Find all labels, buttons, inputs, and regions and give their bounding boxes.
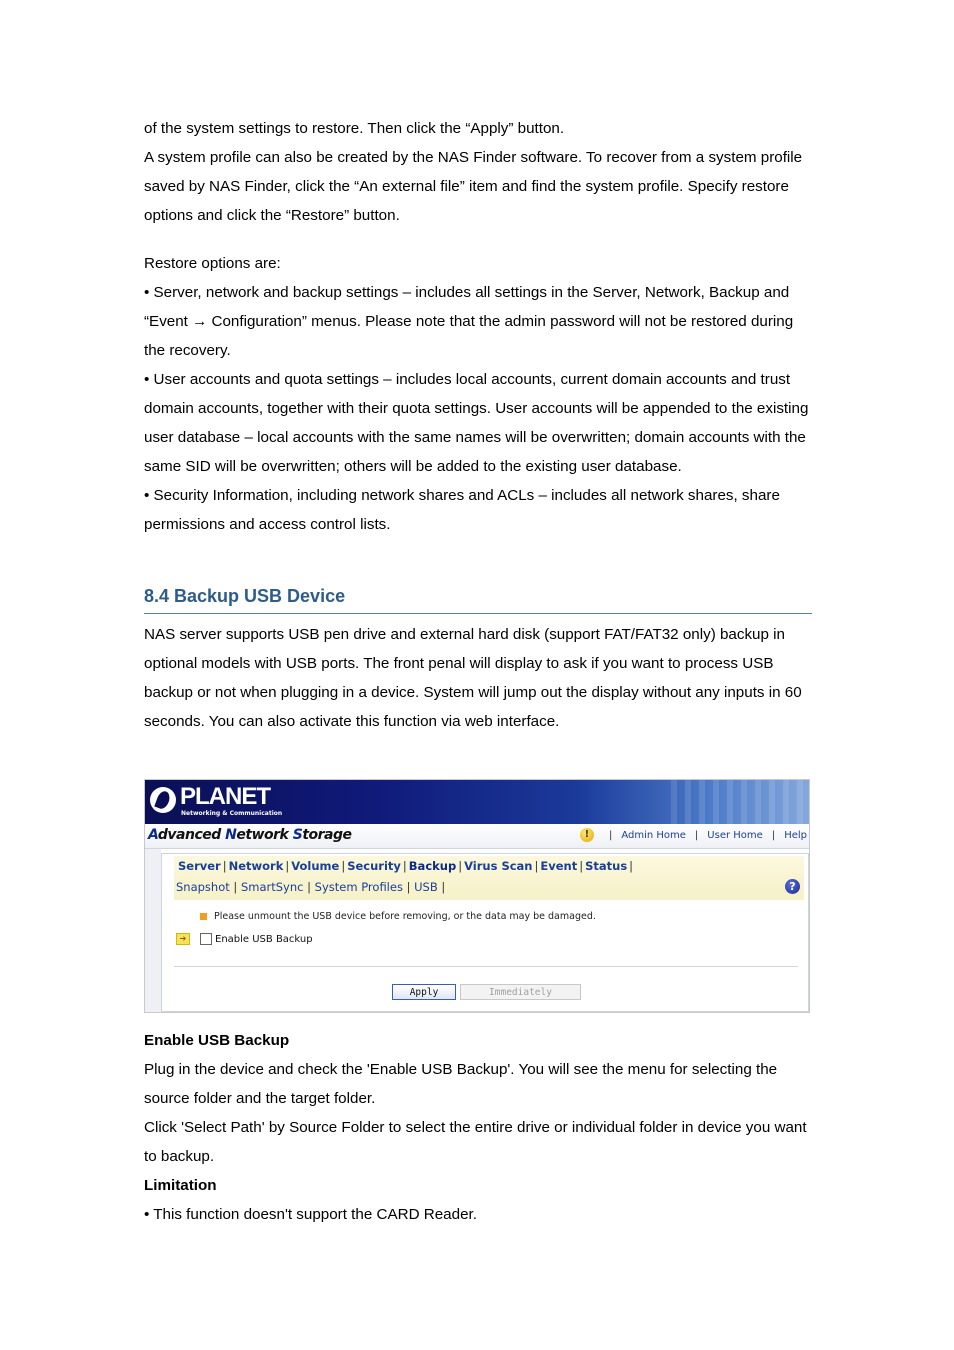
nav-security[interactable]: Security: [347, 859, 401, 873]
planet-banner: [145, 780, 810, 824]
product-brand: Advanced Network Storage: [148, 827, 352, 843]
help-link[interactable]: Help: [784, 829, 807, 841]
enable-usb-backup-checkbox[interactable]: [200, 933, 212, 945]
unmount-notice: Please unmount the USB device before removing, or the data may be damaged.: [200, 911, 596, 922]
nav-volume[interactable]: Volume: [291, 859, 340, 873]
immediately-button[interactable]: Immediately: [460, 984, 581, 1000]
restore-heading: Restore options are:: [144, 255, 281, 272]
intro-paragraph: A system profile can also be created by the NAS Finder software. To recover from a system profile saved by NAS Finder, click the “An external file” item and find the system profile. Specify restore options and click the “Restore” button.: [144, 149, 803, 224]
subnav-usb[interactable]: USB: [414, 880, 438, 894]
bullet-square-icon: [200, 913, 207, 920]
restore-item: • Security Information, including network shares and ACLs – includes all network shares, share permissions and access control lists.: [144, 487, 780, 533]
nav-network[interactable]: Network: [228, 859, 284, 873]
subnav-system-profiles[interactable]: System Profiles: [314, 880, 403, 894]
admin-home-link[interactable]: Admin Home: [621, 829, 686, 841]
title-bar: [145, 824, 810, 849]
restore-item: • User accounts and quota settings – includes local accounts, current domain accounts and trust domain accounts, together with their quota settings. User accounts will be appended to the existing user database – local accounts with the same names will be overwritten; domain accounts with the same SID will be overwritten; others will be added to the existing user database.: [144, 371, 809, 475]
document-page-lower: [144, 1026, 812, 1229]
planet-logo-text: PLANET: [180, 783, 270, 810]
section-title: 8.4 Backup USB Device: [144, 583, 812, 614]
nav-status[interactable]: Status: [585, 859, 628, 873]
primary-nav: Server | Network | Volume | Security | Backup | Virus Scan | Event | Status |: [178, 859, 634, 873]
warning-icon[interactable]: !: [580, 828, 594, 842]
enable-usb-backup-label[interactable]: Enable USB Backup: [215, 933, 313, 945]
arrow-right-icon: ➔: [176, 933, 190, 945]
planet-logo-subtitle: Networking & Communication: [181, 810, 283, 817]
document-page: [144, 114, 812, 736]
nav-bar: [174, 856, 804, 900]
secondary-nav: Snapshot | SmartSync | System Profiles | USB |: [176, 880, 446, 894]
content-panel: [161, 853, 809, 1012]
help-icon[interactable]: ?: [785, 879, 800, 894]
nas-web-interface-screenshot: [144, 779, 810, 1013]
enable-usb-row: [176, 933, 313, 945]
subnav-smartsync[interactable]: SmartSync: [240, 880, 304, 894]
intro-paragraph: of the system settings to restore. Then click the “Apply” button.: [144, 120, 565, 137]
restore-item: • Server, network and backup settings – includes all settings in the Server, Network, Backup and “Event → Configuration” menus. Please note that the admin password will not be restored during the recovery.: [144, 284, 794, 359]
user-home-link[interactable]: User Home: [707, 829, 763, 841]
limitation-heading: Limitation: [144, 1177, 217, 1194]
nav-backup[interactable]: Backup: [408, 859, 457, 873]
nav-event[interactable]: Event: [540, 859, 578, 873]
apply-button[interactable]: Apply: [392, 984, 456, 1000]
nav-server[interactable]: Server: [178, 859, 221, 873]
section-body: NAS server supports USB pen drive and external hard disk (support FAT/FAT32 only) backup in optional models with USB ports. The front penal will display to ask if you want to process USB backup or not when plugging in a device. System will jump out the display without any inputs in 60 seconds. You can also activate this function via web interface.: [144, 626, 802, 730]
enable-heading: Enable USB Backup: [144, 1032, 290, 1049]
top-links: ! | Admin Home | User Home | Help: [580, 828, 807, 842]
subnav-snapshot[interactable]: Snapshot: [176, 880, 230, 894]
divider: [174, 966, 798, 967]
planet-logo-icon: [150, 787, 176, 813]
enable-paragraph: Plug in the device and check the 'Enable USB Backup'. You will see the menu for selecting the source folder and the target folder.: [144, 1061, 778, 1107]
enable-paragraph: Click 'Select Path' by Source Folder to select the entire drive or individual folder in device you want to backup.: [144, 1119, 807, 1165]
nav-virus-scan[interactable]: Virus Scan: [464, 859, 533, 873]
limitation-item: • This function doesn't support the CARD Reader.: [144, 1206, 477, 1223]
